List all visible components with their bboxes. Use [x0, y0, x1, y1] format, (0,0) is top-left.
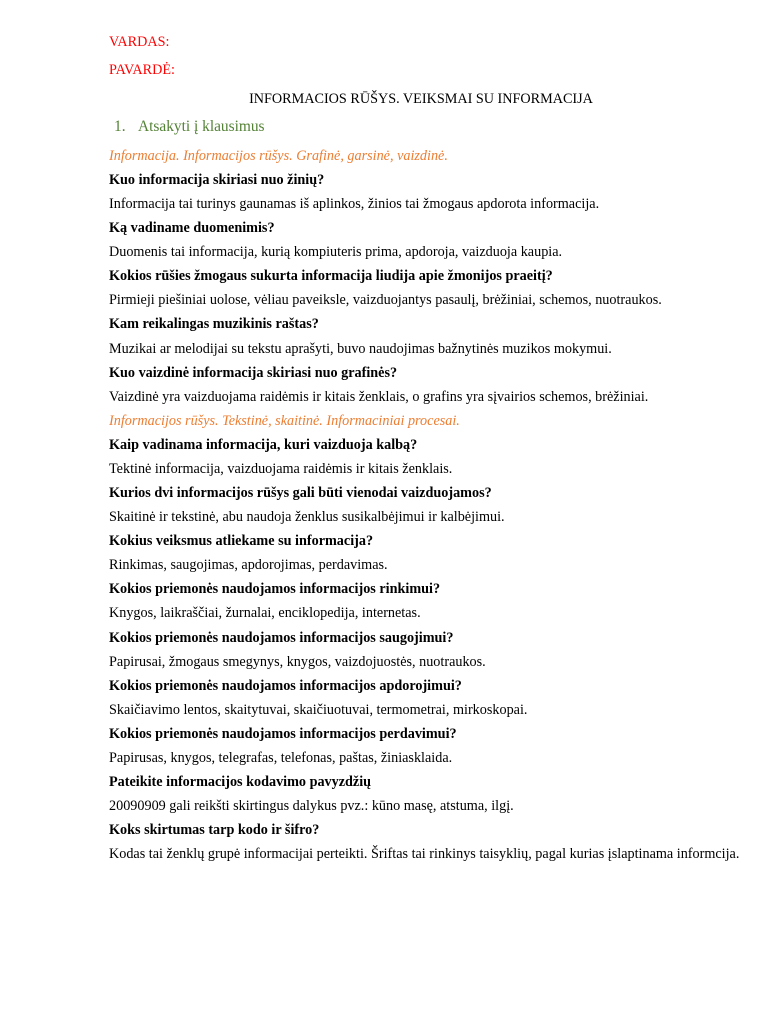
- question: Kokios rūšies žmogaus sukurta informacija liudija apie žmonijos praeitį?: [109, 268, 553, 284]
- question: Kuo informacija skiriasi nuo žinių?: [109, 172, 325, 188]
- section-title: Informacijos rūšys. Tekstinė, skaitinė. Informaciniai procesai.: [109, 413, 460, 429]
- name-label: VARDAS:: [109, 34, 170, 50]
- document-title: INFORMACIOS RŪŠYS. VEIKSMAI SU INFORMACIJA: [249, 91, 593, 107]
- answer: Duomenis tai informacija, kurią kompiuteris prima, apdoroja, vaizduoja kaupia.: [109, 244, 563, 260]
- answer: Informacija tai turinys gaunamas iš aplinkos, žinios tai žmogaus apdorota informacija.: [109, 196, 600, 212]
- answer: Vaizdinė yra vaizduojama raidėmis ir kitais ženklais, o grafins yra sįvairios schemos, brėžiniai.: [109, 389, 649, 405]
- task-number: 1.: [114, 118, 126, 135]
- question: Kurios dvi informacijos rūšys gali būti vienodai vaizduojamos?: [109, 485, 492, 501]
- task-heading: [114, 118, 265, 136]
- answer: Skaičiavimo lentos, skaitytuvai, skaičiuotuvai, termometrai, mirkoskopai.: [109, 702, 528, 718]
- question: Kokios priemonės naudojamos informacijos saugojimui?: [109, 630, 454, 646]
- question: Kokios priemonės naudojamos informacijos apdorojimui?: [109, 678, 462, 694]
- answer: Rinkimas, saugojimas, apdorojimas, perdavimas.: [109, 557, 388, 573]
- question: Kokios priemonės naudojamos informacijos rinkimui?: [109, 581, 441, 597]
- answer: Papirusas, knygos, telegrafas, telefonas, paštas, žiniasklaida.: [109, 750, 453, 766]
- question: Ką vadiname duomenimis?: [109, 220, 275, 236]
- question: Kuo vaizdinė informacija skiriasi nuo grafinės?: [109, 365, 398, 381]
- answer: 20090909 gali reikšti skirtingus dalykus pvz.: kūno masę, atstuma, ilgį.: [109, 798, 514, 814]
- task-label: Atsakyti į klausimus: [138, 118, 265, 135]
- answer: Tektinė informacija, vaizduojama raidėmis ir kitais ženklais.: [109, 461, 453, 477]
- question: Pateikite informacijos kodavimo pavyzdžių: [109, 774, 372, 790]
- surname-label: PAVARDĖ:: [109, 62, 175, 78]
- question: Kokius veiksmus atliekame su informacija?: [109, 533, 374, 549]
- answer: Skaitinė ir tekstinė, abu naudoja ženklus susikalbėjimui ir kalbėjimui.: [109, 509, 505, 525]
- question: Kaip vadinama informacija, kuri vaizduoja kalbą?: [109, 437, 418, 453]
- answer: Muzikai ar melodijai su tekstu aprašyti, buvo naudojimas bažnytinės muzikos mokymui.: [109, 341, 612, 357]
- answer: Knygos, laikraščiai, žurnalai, enciklopedija, internetas.: [109, 605, 421, 621]
- question: Kam reikalingas muzikinis raštas?: [109, 316, 319, 332]
- answer: Papirusai, žmogaus smegynys, knygos, vaizdojuostės, nuotraukos.: [109, 654, 486, 670]
- question: Kokios priemonės naudojamos informacijos perdavimui?: [109, 726, 457, 742]
- question: Koks skirtumas tarp kodo ir šifro?: [109, 822, 320, 838]
- section-title: Informacija. Informacijos rūšys. Grafinė, garsinė, vaizdinė.: [109, 148, 448, 164]
- answer: Kodas tai ženklų grupė informacijai perteikti. Šriftas tai rinkinys taisyklių, pagal kurias įslaptinama informcija.: [109, 846, 740, 862]
- answer: Pirmieji piešiniai uolose, vėliau paveiksle, vaizduojantys pasaulį, brėžiniai, schemos, nuotraukos.: [109, 292, 662, 308]
